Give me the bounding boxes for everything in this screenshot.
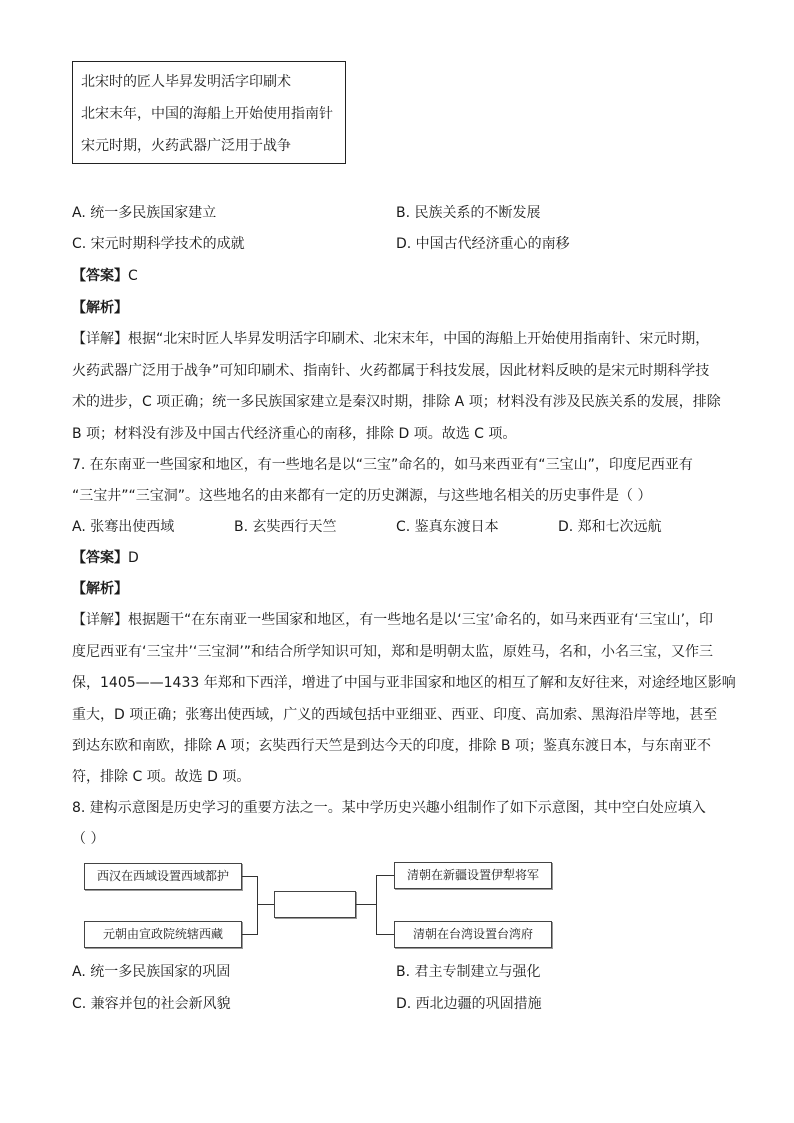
connector-line: [257, 876, 258, 935]
option-d: D. 西北边疆的巩固措施: [396, 996, 542, 1012]
connector-line: [376, 875, 394, 876]
material-box: [72, 61, 346, 164]
option-b: B. 玄奘西行天竺: [234, 519, 337, 535]
option-a: A. 统一多民族国家建立: [72, 205, 217, 221]
answer-line: [72, 266, 138, 286]
detail-line: 【详解】根据题干“在东南亚一些国家和地区，有一些地名是以‘三宝’命名的，如马来西亚有‘三宝山’，印: [72, 612, 714, 628]
material-line: 北宋时的匠人毕昇发明活字印刷术: [81, 74, 291, 90]
option-a: A. 张骞出使西域: [72, 519, 175, 535]
option-b: B. 民族关系的不断发展: [396, 205, 541, 221]
answer-tag: 【答案】: [72, 550, 128, 566]
detail-line: 火药武器广泛用于战争”可知印刷术、指南针、火药都属于科技发展，因此材料反映的是宋元时期科学技: [72, 363, 710, 379]
detail-line: 保，1405——1433 年郑和下西洋，增进了中国与亚非国家和地区的相互了解和友好往来，对途经地区影响: [72, 675, 736, 691]
question-stem: 8. 建构示意图是历史学习的重要方法之一。某中学历史兴趣小组制作了如下示意图，其中空白处应填入: [72, 800, 706, 816]
detail-line: 符，排除 C 项。故选 D 项。: [72, 769, 251, 785]
connector-line: [376, 875, 377, 935]
question-stem: （ ）: [72, 831, 105, 847]
connector-line: [257, 904, 274, 905]
answer-tag: 【答案】: [72, 268, 128, 284]
material-line: 北宋末年，中国的海船上开始使用指南针: [81, 106, 333, 122]
answer-value: D: [128, 550, 139, 566]
option-c: C. 鉴真东渡日本: [396, 519, 499, 535]
connector-line: [242, 934, 257, 935]
diagram-box-left-bottom: 元朝由宣政院统辖西藏: [84, 921, 242, 948]
answer-line: [72, 548, 139, 568]
diagram-box-center-blank: [274, 891, 356, 918]
option-d: D. 郑和七次远航: [558, 519, 662, 535]
connector-line: [376, 934, 394, 935]
diagram-box-right-bottom: 清朝在台湾设置台湾府: [394, 921, 552, 948]
option-b: B. 君主专制建立与强化: [396, 964, 541, 980]
detail-line: B 项；材料没有涉及中国古代经济重心的南移，排除 D 项。故选 C 项。: [72, 426, 517, 442]
detail-line: 术的进步，C 项正确；统一多民族国家建立是秦汉时期，排除 A 项；材料没有涉及民族关系的发展，排除: [72, 394, 721, 410]
analysis-tag: 【解析】: [72, 300, 128, 316]
question-stem: 7. 在东南亚一些国家和地区，有一些地名是以“三宝”命名的，如马来西亚有“三宝山”，印度尼西亚有: [72, 457, 693, 473]
option-d: D. 中国古代经济重心的南移: [396, 236, 570, 252]
diagram-box-left-top: 西汉在西域设置西域都护: [84, 863, 242, 890]
detail-line: 度尼西亚有‘三宝井’‘三宝洞’”和结合所学知识可知，郑和是明朝太监，原姓马，名和，小名三宝，又作三: [72, 644, 714, 660]
detail-line: 【详解】根据“北宋时匠人毕昇发明活字印刷术、北宋末年，中国的海船上开始使用指南针、宋元时期，: [72, 331, 710, 347]
connector-line: [356, 904, 376, 905]
material-line: 宋元时期，火药武器广泛用于战争: [81, 138, 291, 154]
option-a: A. 统一多民族国家的巩固: [72, 964, 231, 980]
diagram-box-right-top: 清朝在新疆设置伊犁将军: [394, 862, 552, 889]
connector-line: [242, 876, 257, 877]
analysis-tag: 【解析】: [72, 581, 128, 597]
detail-line: 重大，D 项正确；张骞出使西域，广义的西域包括中亚细亚、西亚、印度、高加索、黑海沿岸等地，甚至: [72, 707, 718, 723]
question-stem: “三宝井”“三宝洞”。这些地名的由来都有一定的历史渊源，与这些地名相关的历史事件是（ ）: [72, 488, 652, 504]
detail-line: 到达东欧和南欧，排除 A 项；玄奘西行天竺是到达今天的印度，排除 B 项；鉴真东渡日本，与东南亚不: [72, 738, 711, 754]
option-c: C. 兼容并包的社会新风貌: [72, 996, 231, 1012]
answer-value: C: [128, 268, 138, 284]
option-c: C. 宋元时期科学技术的成就: [72, 236, 245, 252]
